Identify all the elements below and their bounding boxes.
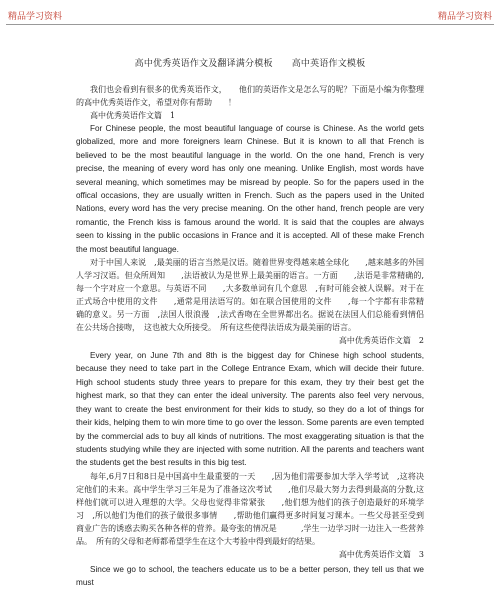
document-body xyxy=(76,56,424,590)
header-left-text: 精品学习资料 xyxy=(8,12,63,22)
title-part-b: 高中英语作文模板 xyxy=(291,59,366,69)
page-header xyxy=(0,0,500,24)
essay1-heading: 高中优秀英语作文篇 1 xyxy=(90,111,176,120)
essay3-heading: 高中优秀英语作文篇 3 xyxy=(338,549,424,559)
essay1-english: For Chinese people, the most beautiful language of course is Chinese. As the world gets globalized, more and more foreigners learn Chinese. But it is known to all that French is believed to be the most beautiful language in the world. On the one hand, French is very precise, the meaning of every word has only one meaning. Unlike English, most words have several meaning, which sometimes may be misread by people. So for the papers used in the offical occasions, they are usually written in French. Such as the papers used in the United Nations, every word has the very precise meaning. On the other hand, french people are very romantic, the French kiss is famous around the world. It is said that the couples are always seen to kissing in the public occasions in France and it is accepted. All of these make French the most beautiful language. xyxy=(76,124,424,254)
essay1-chinese: 对于中国人来说 ,最美丽的语言当然是汉语。随着世界变得越来越全球化 ,越来越多的外国人学习汉语。但众所周知 ,法语被认为是世界上最美丽的语言。一方面 ,法语是非常精确的,每一个字对应一个意思。与英语不同 ,大多数单词有几个意思 ,有时可能会被人误解。对于在正式场合中使用的文件 ,通常是用法语写的。如在联合国使用的文件 ,每一个字都有非常精确的意义。另一方面 ,法国人很浪漫 ,法式香吻在全世界都出名。据说在法国人们总能看到情侣在公共场合接吻， 这也被大众所接受。 所有这些使得法语成为最美丽的语言。 xyxy=(76,258,424,333)
essay3-english: Since we go to school, the teachers educate us to be a better person, they tell us that we must xyxy=(76,564,424,588)
title-part-a: 高中优秀英语作文及翻译满分模板 xyxy=(134,59,273,69)
document-title xyxy=(76,56,424,69)
essay2-english: Every year, on June 7th and 8th is the biggest day for Chinese high school students, because they need to take part in the College Entrance Exam, which will decide their future. High school students study three years to prepare for this exam, they try their best get the highest mark, so that they can enter the ideal university. The parents also feel very nervous, they want to create the best environment for their kids to study, so they do a lot of things for their kids, helping them to win more time to go over the lesson. Some parents are even tempted by the commercial ads to buy all kinds of nutritions. The most exaggerating situation is that the students studying while they are injected with some nutrition. All the parents and teachers want the students get the best results in this big test. xyxy=(76,351,424,468)
header-right-text: 精品学习资料 xyxy=(437,12,492,22)
essay2-heading: 高中优秀英语作文篇 2 xyxy=(338,336,424,346)
essay2-chinese: 每年,6月7日和8日是中国高中生最重要的一天 ,因为他们需要参加大学入学考试 ,这将决定他们的未来。高中学生学习三年是为了准备这次考试 ,他们尽最大努力去得到最高的分数,这样他们就可以进入理想的大学。父母也觉得非常紧张 ,他们想为他们的孩子创造最好的环境学习 ,所以他们为他们的孩子做很多事情 ,帮助他们赢得更多时间复习课本。一些父母甚至受到商业广告的诱惑去购买各种各样的营养。最夸张的情况是 ,学生一边学习时一边注入一些营养品。 所有的父母和老师都希望学生在这个大考验中得到最好的结果。 xyxy=(76,471,424,546)
intro-paragraph: 我们也会看到有很多的优秀英语作文， 他们的英语作文是怎么写的呢？下面是小编为你整理的高中优秀英语作文，希望对你有帮助 ！ xyxy=(76,85,424,107)
header-divider xyxy=(6,24,494,25)
